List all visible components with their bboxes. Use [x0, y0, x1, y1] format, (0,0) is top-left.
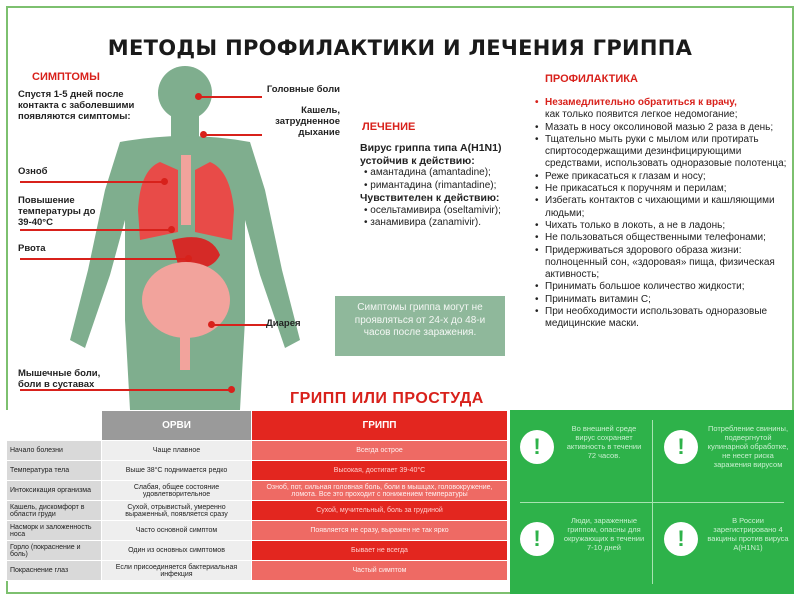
- row-label: Интоксикация организма: [7, 481, 102, 501]
- fact-text: Люди, зараженные гриппом, опасны для окружающих в течении 7-10 дней: [563, 516, 645, 552]
- row-label: Покраснение глаз: [7, 561, 102, 581]
- symptom-headache: Головные боли: [266, 84, 340, 95]
- fact-text: В России зарегистрировано 4 вакцины против вируса A(H1N1): [707, 516, 789, 552]
- treatment-heading: ЛЕЧЕНИЕ: [362, 121, 416, 133]
- headache-line: [200, 96, 262, 98]
- symptom-diarrhea: Диарея: [266, 318, 301, 329]
- row-label: Начало болезни: [7, 441, 102, 461]
- fact-text: Потребление свинины, подвергнутой кулинарной обработке, не несет риска заражения вирусом: [707, 424, 789, 469]
- table-row: [7, 561, 508, 581]
- treatment-sens-item: • занамивира (zanamivir).: [364, 217, 535, 230]
- prevention-item: • Тщательно мыть руки с мылом или протирать спиртосодержащими дезинфицирующими средствами, использовать одноразовые полотенца;: [535, 134, 790, 171]
- cough-line: [205, 134, 262, 136]
- orvi-cell: Один из основных симптомов: [102, 541, 252, 561]
- symptom-vomit: Рвота: [18, 243, 46, 254]
- treatment-resist-item: • амантадина (amantadine);: [364, 167, 535, 180]
- symptom-cough: Кашель, затрудненное дыхание: [275, 105, 340, 138]
- fact-card: [510, 502, 650, 592]
- flu-cell: Всегда острое: [252, 441, 508, 461]
- prevention-item: • Принимать большое количество жидкости;: [535, 281, 790, 293]
- exclamation-icon: !: [664, 430, 698, 464]
- table-row: [7, 441, 508, 461]
- flu-cell: Появляется не сразу, выражен не так ярко: [252, 521, 508, 541]
- orvi-cell: Чаще плавное: [102, 441, 252, 461]
- row-label: Кашель, дискомфорт в области груди: [7, 501, 102, 521]
- flu-cell: Частый симптом: [252, 561, 508, 581]
- pain-dot: [228, 386, 235, 393]
- prevention-heading: ПРОФИЛАКТИКА: [545, 73, 638, 85]
- row-label: Горло (покраснение и боль): [7, 541, 102, 561]
- orvi-cell: Слабая, общее состояние удовлетворительное: [102, 481, 252, 501]
- treatment-sens-title: Чувствителен к действию:: [360, 192, 500, 204]
- fact-text: Во внешней среде вирус сохраняет активность в течении 72 часов.: [566, 424, 642, 460]
- orvi-cell: Если присоединяется бактериальная инфекция: [102, 561, 252, 581]
- symptom-pain: Мышечные боли, боли в суставах: [18, 368, 101, 390]
- chills-dot: [161, 178, 168, 185]
- fact-card: [654, 502, 794, 592]
- table-header-row: [7, 411, 508, 441]
- prevention-item: • Принимать витамин С;: [535, 294, 790, 306]
- header-flu: ГРИПП: [252, 411, 508, 441]
- treatment-block: [360, 142, 535, 230]
- row-label: Температура тела: [7, 461, 102, 481]
- symptoms-intro: Спустя 1-5 дней после контакта с заболевшими появляются симптомы:: [18, 89, 135, 122]
- header-orvi: ОРВИ: [102, 411, 252, 441]
- compare-title: ГРИПП ИЛИ ПРОСТУДА: [290, 390, 484, 407]
- incubation-note: Симптомы гриппа могут не проявляться от 24-х до 48-и часов после заражения.: [335, 296, 505, 356]
- table-row: [7, 541, 508, 561]
- flu-cell: Высокая, достигает 39-40°С: [252, 461, 508, 481]
- prevention-item: • Мазать в носу оксолиновой мазью 2 раза в день;: [535, 122, 790, 134]
- intestines: [142, 262, 230, 338]
- exclamation-icon: !: [520, 430, 554, 464]
- prevention-item: • Реже прикасаться к глазам и носу;: [535, 171, 790, 183]
- vomit-line: [20, 258, 186, 260]
- diarrhea-dot: [208, 321, 215, 328]
- treatment-sens-item: • осельтамивира (oseltamivir);: [364, 205, 535, 218]
- diarrhea-line: [213, 324, 268, 326]
- orvi-cell: Выше 38°С поднимается редко: [102, 461, 252, 481]
- prevention-list: [535, 97, 790, 331]
- prevention-item: • Не пользоваться общественными телефонами;: [535, 232, 790, 244]
- comparison-table: [6, 410, 508, 581]
- chills-line: [20, 181, 163, 183]
- table-row: [7, 461, 508, 481]
- prevention-item: • Незамедлительно обратиться к врачу,: [535, 97, 790, 109]
- headache-dot: [195, 93, 202, 100]
- fact-card: [654, 410, 794, 500]
- exclamation-icon: !: [664, 522, 698, 556]
- table-row: [7, 521, 508, 541]
- prevention-item: • Придерживаться здорового образа жизни: полноценный сон, «здоровая» пища, физическая активность;: [535, 245, 790, 282]
- fact-card: [510, 410, 650, 500]
- flu-cell: Бывает не всегда: [252, 541, 508, 561]
- prevention-item: как только появится легкое недомогание;: [545, 109, 738, 121]
- symptoms-heading: СИМПТОМЫ: [32, 71, 100, 83]
- cough-dot: [200, 131, 207, 138]
- symptom-fever: Повышение температуры до 39-40°С: [18, 195, 96, 228]
- prevention-item: • Чихать только в локоть, а не в ладонь;: [535, 220, 790, 232]
- prevention-item: • Избегать контактов с чихающими и кашляющими людьми;: [535, 195, 790, 220]
- fever-line: [20, 229, 170, 231]
- orvi-cell: Сухой, отрывистый, умеренно выраженный, появляется сразу: [102, 501, 252, 521]
- prevention-item: • При необходимости использовать одноразовые медицинские маски.: [535, 306, 790, 331]
- treatment-resist-item: • римантадина (rimantadine);: [364, 180, 535, 193]
- row-label: Насморк и заложенность носа: [7, 521, 102, 541]
- treatment-resist-title: Вирус гриппа типа A(H1N1) устойчив к действию:: [360, 142, 502, 167]
- flu-cell: Сухой, мучительный, боль за грудиной: [252, 501, 508, 521]
- symptom-chills: Озноб: [18, 166, 48, 177]
- prevention-item: • Не прикасаться к поручням и перилам;: [535, 183, 790, 195]
- orvi-cell: Часто основной симптом: [102, 521, 252, 541]
- table-row: [7, 481, 508, 501]
- poster-title: МЕТОДЫ ПРОФИЛАКТИКИ И ЛЕЧЕНИЯ ГРИППА: [107, 36, 693, 60]
- flu-cell: Озноб, пот, сильная головная боль, боли в мышцах, головокружение, ломота. Все это проходит с понижением температуры: [252, 481, 508, 501]
- exclamation-icon: !: [520, 522, 554, 556]
- table-row: [7, 501, 508, 521]
- facts-panel: [510, 410, 794, 594]
- vomit-dot: [185, 255, 192, 262]
- header-empty: [7, 411, 102, 441]
- fever-dot: [168, 226, 175, 233]
